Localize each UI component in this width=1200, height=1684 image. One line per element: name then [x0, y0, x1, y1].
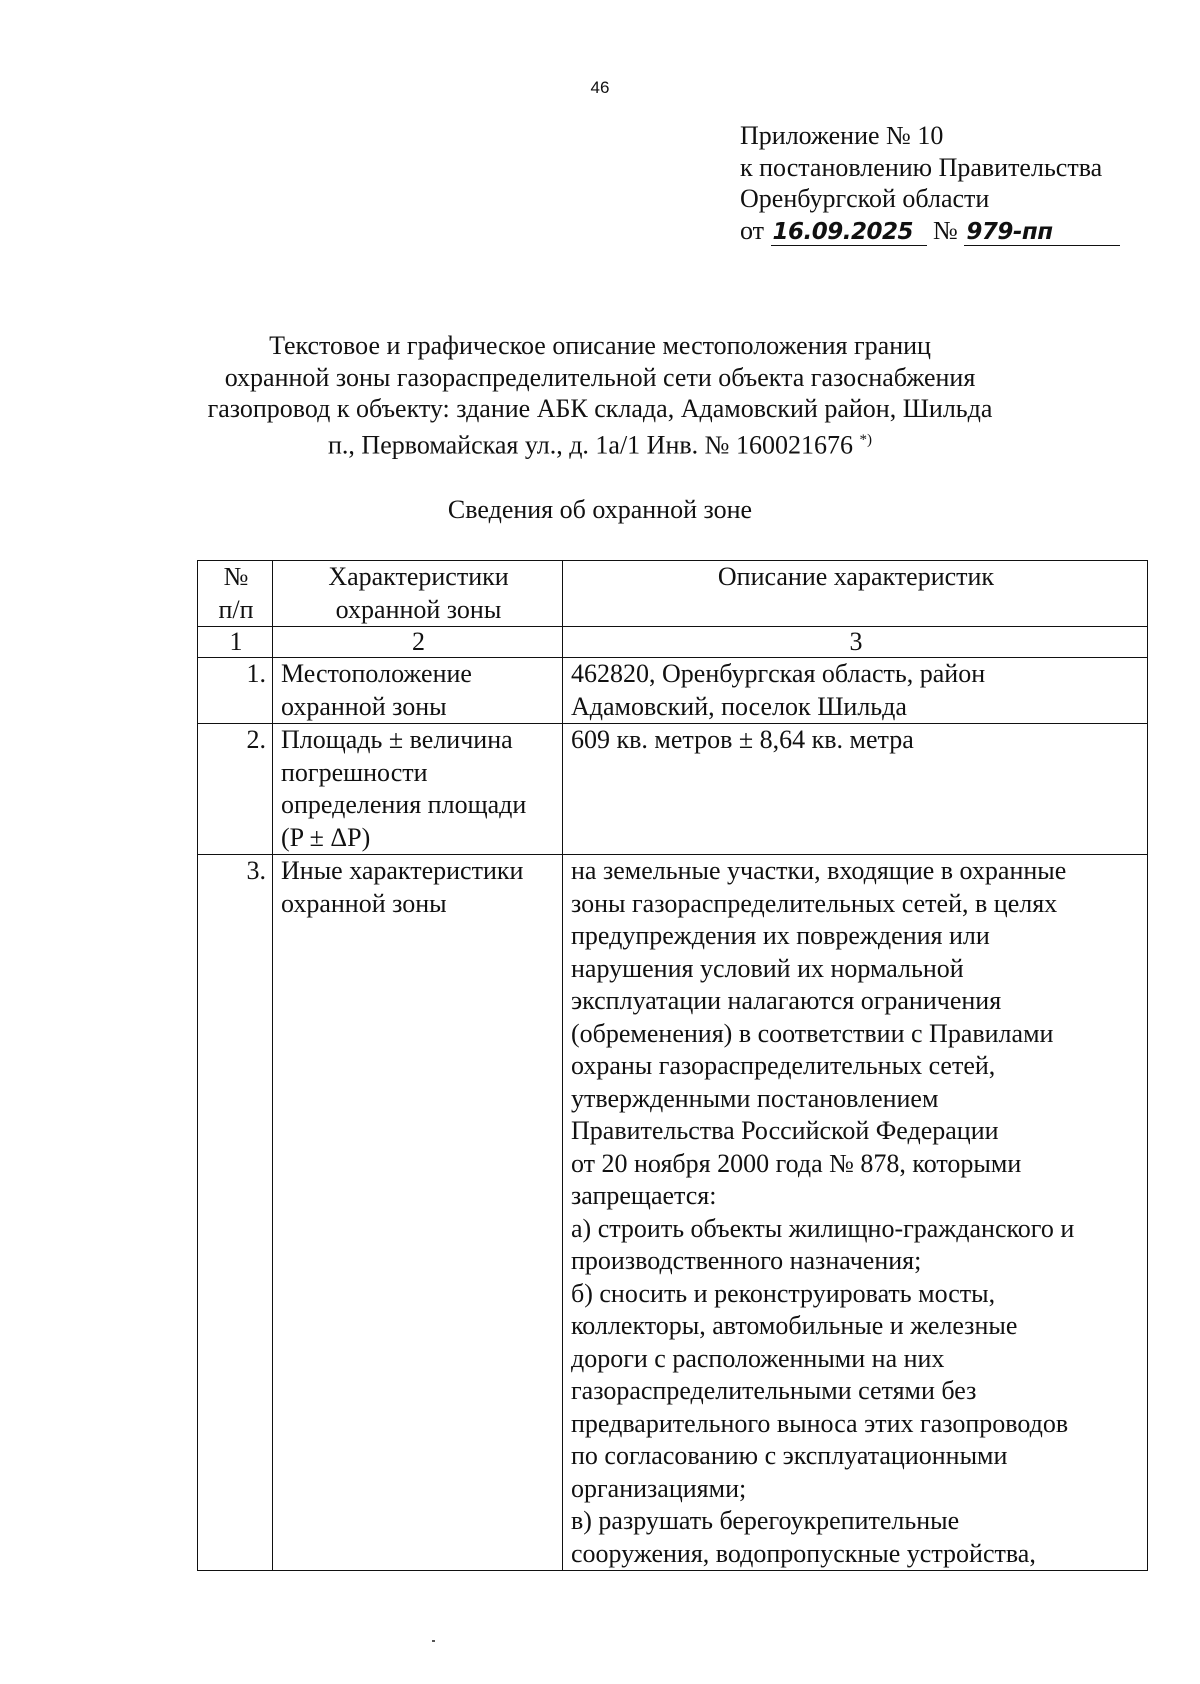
document-title [150, 330, 1050, 461]
row-description [563, 724, 1148, 855]
date-prefix: от [740, 215, 765, 245]
row-description [563, 658, 1148, 724]
description-line: в) разрушать берегоукрепительные [571, 1506, 960, 1535]
description-line: Правительства Российской Федерации [571, 1116, 999, 1145]
description-line: охраны газораспределительных сетей, [571, 1051, 996, 1080]
characteristic-line: охранной зоны [281, 888, 447, 918]
description-line: утвержденными постановлением [571, 1083, 939, 1113]
appendix-header [740, 120, 1160, 246]
description-line: а) строить объекты жилищно-гражданского и [571, 1213, 1075, 1243]
header-number [198, 561, 273, 627]
description-line: нарушения условий их нормальной [571, 953, 964, 983]
index-cell-2: 2 [273, 627, 563, 658]
header-characteristics-line-1: Характеристики [328, 562, 509, 591]
header-number-line-2: п/п [218, 594, 254, 624]
row-number: 2. [198, 724, 273, 855]
appendix-title: Приложение № 10 [740, 121, 944, 150]
description-line: 462820, Оренбургская область, район [571, 659, 986, 688]
number-prefix: № [933, 215, 958, 245]
header-number-line-1: № [223, 562, 249, 591]
header-characteristics [273, 561, 563, 627]
description-line: на земельные участки, входящие в охранные [571, 856, 1067, 885]
section-subtitle: Сведения об охранной зоне [447, 495, 753, 524]
description-line: предварительного выноса этих газопроводов [571, 1408, 1069, 1438]
table-row [198, 658, 1148, 724]
index-cell-1: 1 [198, 627, 273, 658]
description-line: запрещается: [571, 1181, 717, 1210]
characteristic-line: Местоположение [281, 659, 472, 688]
description-line: по согласованию с эксплуатационными [571, 1441, 1008, 1470]
handwritten-number: 979-пп [964, 219, 1120, 246]
row-number: 3. [198, 855, 273, 1571]
row-characteristic [273, 855, 563, 1571]
table-body [198, 658, 1148, 1571]
table-header-row [198, 561, 1148, 627]
handwritten-date: 16.09.2025 [771, 219, 927, 246]
characteristic-line: (P ± ΔP) [281, 822, 371, 852]
description-line: организациями; [571, 1473, 747, 1503]
header-characteristics-line-2: охранной зоны [335, 594, 502, 624]
appendix-date-number-row [740, 215, 1160, 247]
description-line: Адамовский, поселок Шильда [571, 691, 907, 721]
title-line-1: Текстовое и графическое описание местоположения границ [269, 331, 931, 360]
header-description: Описание характеристик [563, 561, 1148, 627]
title-line-2: охранной зоны газораспределительной сети объекта газоснабжения [224, 362, 976, 392]
description-line: коллекторы, автомобильные и железные [571, 1311, 1018, 1340]
description-line: предупреждения их повреждения или [571, 921, 990, 950]
description-line: производственного назначения; [571, 1246, 922, 1275]
title-line-3: газопровод к объекту: здание АБК склада, Адамовский район, Шильда [207, 394, 993, 423]
characteristic-line: охранной зоны [281, 691, 447, 721]
description-line: от 20 ноября 2000 года № 878, которыми [571, 1148, 1022, 1178]
description-line: эксплуатации налагаются ограничения [571, 986, 1002, 1015]
description-line: дороги с расположенными на них [571, 1343, 945, 1373]
row-description [563, 855, 1148, 1571]
row-characteristic [273, 724, 563, 855]
characteristic-line: Иные характеристики [281, 856, 524, 885]
scan-speck [432, 1640, 435, 1642]
title-line-4-text: п., Первомайская ул., д. 1а/1 Инв. № 160021676 [328, 430, 853, 460]
description-line: (обременения) в соответствии с Правилами [571, 1018, 1054, 1048]
footnote-mark: *) [859, 431, 872, 448]
description-line: зоны газораспределительных сетей, в целях [571, 888, 1058, 918]
description-line: газораспределительными сетями без [571, 1376, 977, 1405]
title-line-4 [150, 425, 1050, 461]
table-row [198, 724, 1148, 855]
page-number: 46 [590, 78, 610, 97]
protection-zone-table [197, 560, 1148, 1571]
appendix-line-region: Оренбургской области [740, 184, 990, 213]
characteristic-line: погрешности [281, 757, 428, 787]
characteristic-line: определения площади [281, 790, 527, 819]
row-number: 1. [198, 658, 273, 724]
index-cell-3: 3 [563, 627, 1148, 658]
appendix-line-resolution: к постановлению Правительства [740, 152, 1103, 182]
table-row [198, 855, 1148, 1571]
description-line: сооружения, водопропускные устройства, [571, 1538, 1036, 1568]
row-characteristic [273, 658, 563, 724]
table-index-row [198, 627, 1148, 658]
description-line: 609 кв. метров ± 8,64 кв. метра [571, 725, 914, 754]
description-line: б) сносить и реконструировать мосты, [571, 1278, 996, 1308]
characteristic-line: Площадь ± величина [281, 725, 513, 754]
